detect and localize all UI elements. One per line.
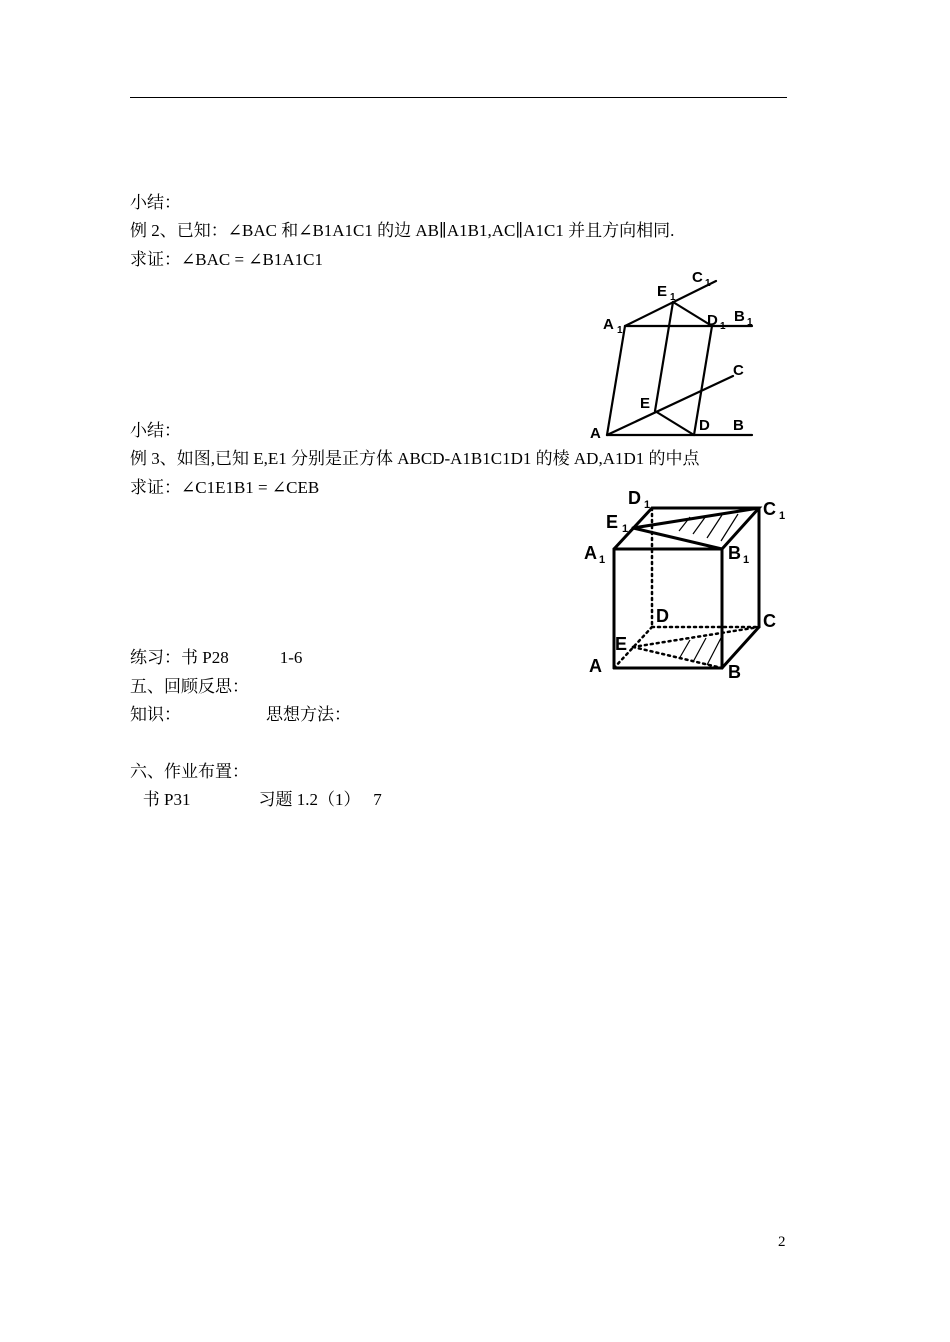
fig2-label-B: B (728, 662, 741, 682)
fig2-hatch (721, 514, 738, 541)
fig1-label-D1: D (707, 312, 718, 329)
fig1-label-A1-sub: 1 (617, 325, 623, 336)
fig2-hatch (707, 515, 722, 538)
fig2-label-D1-sub: 1 (644, 499, 651, 511)
fig2-hatch (707, 636, 722, 665)
example-3-statement: 例 3、如图,已知 E,E1 分别是正方体 ABCD-A1B1C1D1 的棱 AD,A1D1 的中点 (130, 449, 700, 468)
fig2-hidden-segment-EC (633, 627, 759, 647)
fig1-label-A: A (590, 425, 601, 442)
fig1-label-C1: C (692, 269, 703, 286)
review-heading: 五、回顾反思： (130, 677, 249, 696)
fig2-label-D1: D (628, 488, 641, 508)
exercise-line: 练习：书 P28 1-6 (130, 648, 303, 667)
fig2-label-A1: A (584, 543, 597, 563)
fig1-label-E1-sub: 1 (670, 292, 676, 303)
fig1-label-A1: A (603, 316, 614, 333)
fig1-label-B1-sub: 1 (747, 317, 753, 328)
fig1-label-E: E (640, 395, 651, 412)
fig2-label-E1-sub: 1 (622, 523, 629, 535)
fig2-label-C: C (763, 611, 776, 631)
example-3-prove: 求证：∠C1E1B1 = ∠CEB (130, 478, 320, 497)
fig2-label-B1: B (728, 543, 741, 563)
fig1-label-D1-sub: 1 (720, 321, 726, 332)
fig2-hatch (679, 640, 690, 659)
summary-label-2: 小结： (130, 421, 181, 440)
example-2-prove: 求证：∠BAC = ∠B1A1C1 (130, 250, 323, 269)
fig1-label-B: B (733, 417, 744, 434)
fig2-label-C1: C (763, 499, 776, 519)
fig2-hatch (693, 638, 706, 662)
fig2-label-C1-sub: 1 (779, 510, 786, 522)
homework-heading: 六、作业布置： (130, 762, 249, 781)
fig2-label-B1-sub: 1 (743, 554, 750, 566)
fig2-label-A: A (589, 656, 602, 676)
homework-detail: 书 P31 习题 1.2（1） 7 (130, 790, 382, 809)
example-2-statement: 例 2、已知：∠BAC 和∠B1A1C1 的边 AB∥A1B1,AC∥A1C1 并且方向相同. (130, 221, 675, 240)
fig1-label-B1: B (734, 308, 745, 325)
fig2-label-D: D (656, 606, 669, 626)
fig1-label-C1-sub: 1 (705, 278, 711, 289)
fig2-segment-E1B1 (633, 528, 722, 549)
fig2-hidden-segment-EB (633, 647, 722, 668)
fig2-label-E: E (615, 634, 628, 654)
page-number: 2 (778, 1234, 786, 1250)
fig2-label-A1-sub: 1 (599, 554, 606, 566)
fig1-label-E1: E (657, 283, 668, 300)
fig1-label-D: D (699, 417, 710, 434)
summary-label-1: 小结： (130, 193, 181, 212)
fig2-label-E1: E (606, 512, 619, 532)
fig1-label-C: C (733, 362, 744, 379)
knowledge-methods-line: 知识： 思想方法： (130, 705, 351, 724)
